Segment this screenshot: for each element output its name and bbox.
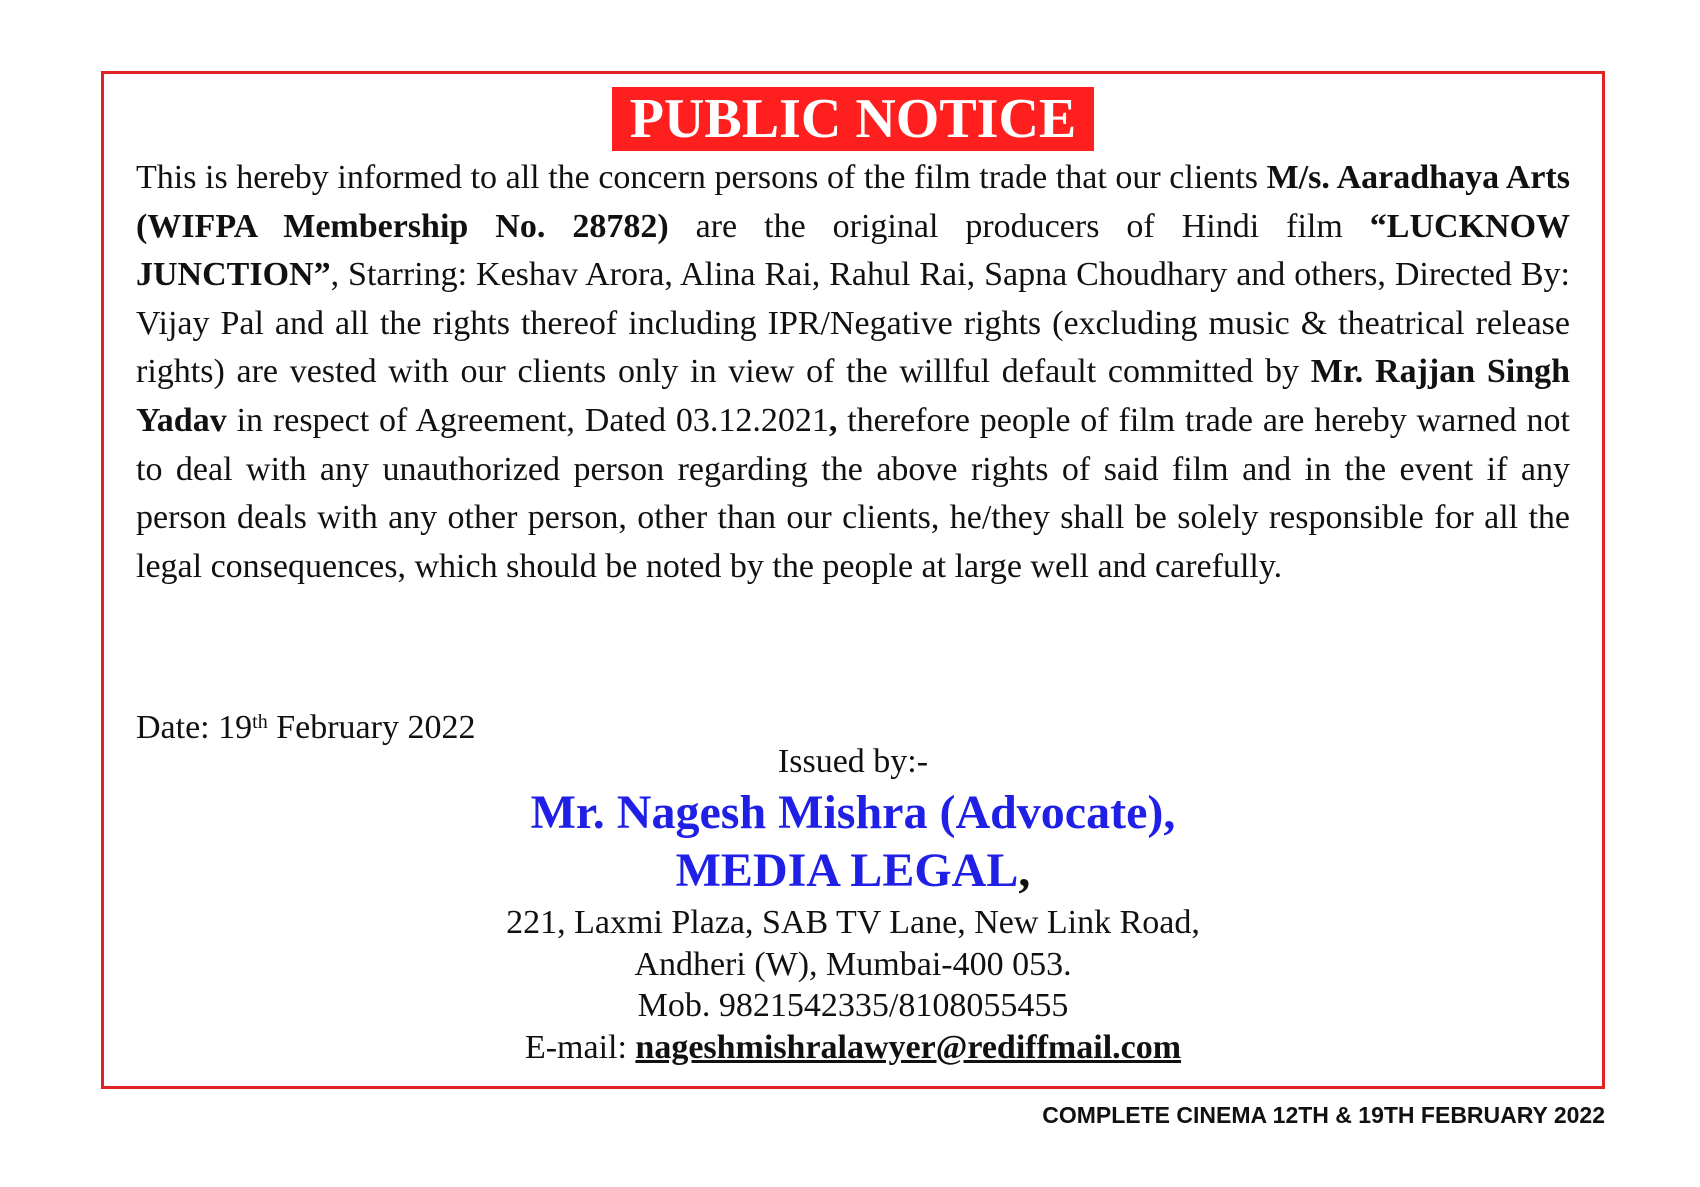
body-part-2: are the original producers of Hindi film	[668, 207, 1370, 245]
title-wrap	[104, 87, 1602, 151]
signatory-name: Mr. Nagesh Mishra (Advocate),	[530, 786, 1176, 839]
signatory-firm-comma: ,	[1018, 844, 1031, 897]
body-part-3: , Starring: Keshav Arora, Alina Rai, Rahul Rai, Sapna Choudhary and others, Directed By: Vijay Pal and all the rights thereof including IPR/Negative rights (excluding music & theatrical release rights) are vested with our clients only in view of the willful default committed by	[136, 256, 1570, 391]
date-rest: February 2022	[267, 709, 476, 746]
signatory-block	[104, 784, 1602, 900]
email-line	[104, 1027, 1602, 1069]
notice-body	[136, 154, 1570, 591]
body-comma: ,	[828, 401, 838, 439]
body-part-4: in respect of Agreement, Dated 03.12.2021	[226, 401, 829, 439]
date-label: Date: 19	[136, 709, 253, 746]
signatory-firm-line	[104, 842, 1602, 900]
film-title: “LUCKNOW JUNCTION”	[136, 207, 1571, 294]
email-link[interactable]: nageshmishralawyer@rediffmail.com	[635, 1028, 1182, 1066]
publication-footer: COMPLETE CINEMA 12TH & 19TH FEBRUARY 2022	[1042, 1102, 1605, 1128]
issued-by: Issued by:-	[777, 743, 929, 780]
defaulter-name: Mr. Rajjan Singh Yadav	[136, 353, 1571, 439]
date-suffix: th	[252, 711, 268, 733]
notice-title: PUBLIC NOTICE	[612, 87, 1095, 151]
address-line-2: Andheri (W), Mumbai-400 053.	[634, 945, 1072, 983]
mobile-numbers: Mob. 9821542335/8108055455	[637, 987, 1069, 1024]
address-block	[104, 902, 1602, 1068]
signatory-firm: MEDIA LEGAL	[675, 844, 1019, 897]
body-part-1: This is hereby informed to all the concern persons of the film trade that our clients	[136, 159, 1267, 196]
address-line-1: 221, Laxmi Plaza, SAB TV Lane, New Link Road,	[506, 904, 1200, 941]
body-part-5: therefore people of film trade are hereby warned not to deal with any unauthorized person regarding the above rights of said film and in the event if any person deals with any other person, other than our clients, he/they shall be solely responsible for all the legal consequences, which should be noted by the people at large well and carefully.	[136, 401, 1571, 585]
public-notice-box	[101, 71, 1605, 1089]
email-label: E-mail:	[524, 1028, 636, 1066]
client-name: M/s. Aaradhaya Arts (WIFPA Membership No. 28782)	[136, 159, 1570, 245]
